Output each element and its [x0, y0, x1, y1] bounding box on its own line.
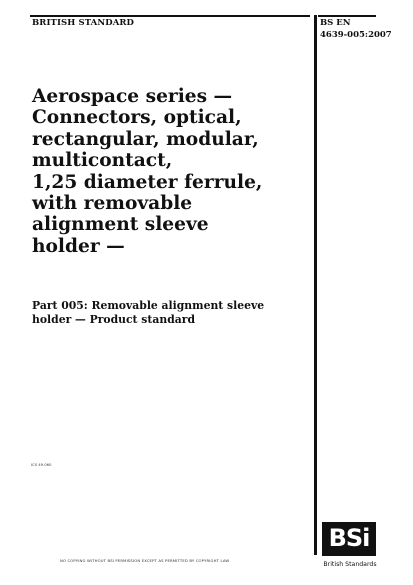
part-line: Part 005: Removable alignment sleeve	[32, 299, 265, 312]
title-line: rectangular, modular,	[32, 128, 259, 150]
title-line: multicontact,	[32, 150, 173, 172]
title-line: with removable	[32, 193, 193, 215]
part-subtitle	[32, 299, 314, 327]
title-line: alignment sleeve	[32, 214, 209, 236]
vertical-divider	[314, 15, 317, 555]
ics-code: ICS 49.060	[31, 463, 52, 467]
title-line: Aerospace series —	[32, 86, 233, 107]
header-rule-left	[30, 15, 310, 17]
copyright-notice: NO COPYING WITHOUT BSI PERMISSION EXCEPT AS PERMITTED BY COPYRIGHT LAW	[60, 558, 230, 563]
title-line: 1,25 diameter ferrule,	[32, 171, 263, 193]
bsi-logo-caption: British Standards	[323, 561, 377, 568]
title-line: Connectors, optical,	[32, 107, 242, 129]
standard-number-line-1: BS EN	[320, 18, 351, 28]
standard-number-line-2: 4639-005:2007	[320, 30, 392, 40]
publication-type-label: BRITISH STANDARD	[32, 18, 135, 28]
standard-number	[320, 17, 392, 41]
bsi-logo-mark: BSi	[328, 524, 370, 552]
bsi-logo	[322, 522, 376, 556]
title-line: holder —	[32, 235, 125, 257]
document-title	[32, 86, 312, 257]
part-line: holder — Product standard	[32, 313, 195, 326]
